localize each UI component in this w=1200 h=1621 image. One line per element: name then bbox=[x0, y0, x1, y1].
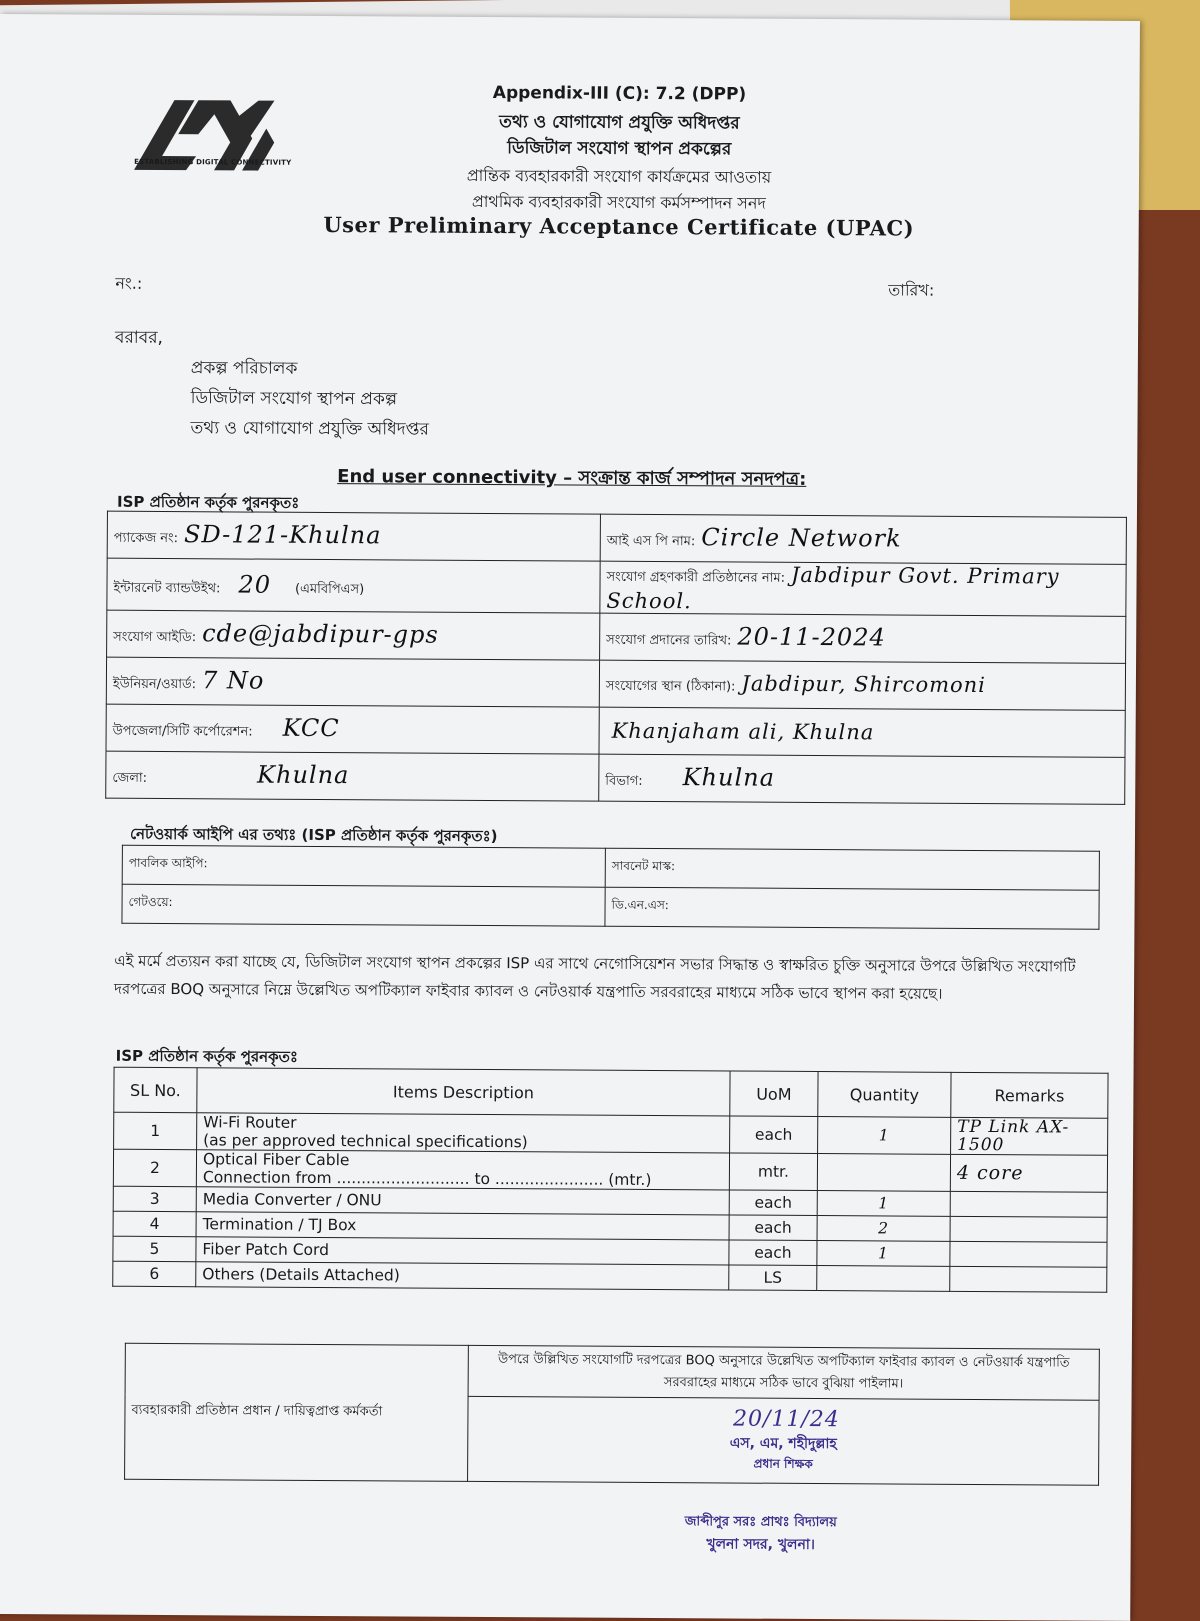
header-cert-bn: প্রাথমিক ব্যবহারকারী সংযোগ কর্মসম্পাদন সনদ bbox=[471, 191, 766, 213]
dns-cell: ডি.এন.এস: bbox=[605, 887, 1099, 929]
bandwidth-cell: ইন্টারনেট ব্যান্ডউইথ: 20 (এমবিপিএস) bbox=[107, 558, 600, 613]
division-value: Khulna bbox=[682, 763, 776, 792]
document-title: User Preliminary Acceptance Certificate (UPAC) bbox=[323, 211, 915, 241]
district-value: Khulna bbox=[257, 760, 350, 790]
header-program: প্রান্তিক ব্যবহারকারী সংযোগ কার্যক্রমের আওতায় bbox=[466, 165, 772, 187]
header-dept: তথ্য ও যোগাযোগ প্রযুক্তি অধিদপ্তর bbox=[499, 112, 740, 134]
table-row: 4 Termination / TJ Box each 2 bbox=[113, 1211, 1107, 1242]
col-remarks: Remarks bbox=[951, 1072, 1108, 1118]
connection-date-value: 20-11-2024 bbox=[737, 622, 886, 652]
col-description: Items Description bbox=[197, 1068, 730, 1116]
appendix-ref: Appendix-III (C): 7.2 (DPP) bbox=[492, 83, 747, 105]
district-cell: জেলা: Khulna bbox=[106, 751, 599, 801]
col-quantity: Quantity bbox=[818, 1072, 951, 1118]
col-sl: SL No. bbox=[114, 1067, 197, 1113]
logo-tagline: ESTABLISHING DIGITAL CONNECTIVITY bbox=[134, 157, 292, 167]
isp-name-cell: আই এস পি নাম: Circle Network bbox=[600, 514, 1126, 564]
upazila-cell: উপজেলা/সিটি কর্পোরেশন: KCC bbox=[106, 704, 599, 754]
table-row: 2 Optical Fiber Cable Connection from ........................... to ...................... (mtr.) mtr. 4 core bbox=[113, 1149, 1107, 1192]
edc-logo-icon bbox=[134, 90, 275, 183]
items-header-row bbox=[114, 1067, 1108, 1118]
addressee-line: প্রকল্প পরিচালক bbox=[190, 358, 298, 379]
table-row: 6 Others (Details Attached) LS bbox=[113, 1261, 1107, 1292]
upazila-value: KCC bbox=[282, 713, 340, 743]
ref-no-label: নং.: bbox=[115, 273, 143, 293]
certificate-page bbox=[0, 14, 1140, 1621]
location-value-line2: Khanjaham ali, Khulna bbox=[611, 718, 875, 745]
isp-filled-label: ISP প্রতিষ্ঠান কর্তৃক পুরনকৃতঃ bbox=[116, 492, 300, 512]
connection-date-cell: সংযোগ প্রদানের তারিখ: 20-11-2024 bbox=[600, 613, 1126, 663]
recipient-cell: সংযোগ গ্রহণকারী প্রতিষ্ঠানের নাম: Jabdipur Govt. Primary School. bbox=[600, 561, 1126, 616]
union-value: 7 No bbox=[201, 666, 265, 695]
subnet-cell: সাবনেট মাস্ক: bbox=[605, 848, 1099, 890]
connection-id-value: cde@jabdipur-gps bbox=[202, 619, 439, 649]
header-project: ডিজিটাল সংযোগ স্থাপন প্রকল্পের bbox=[507, 138, 732, 160]
addressee-to: বরাবর, bbox=[114, 327, 164, 349]
col-uom: UoM bbox=[730, 1071, 818, 1117]
division-cell: বিভাগ: Khulna bbox=[599, 754, 1125, 804]
section-title: End user connectivity – সংক্রান্ত কার্জ সম্পাদন সনদপত্র: bbox=[337, 466, 807, 490]
public-ip-cell: পাবলিক আইপি: bbox=[122, 845, 605, 887]
stamp-name: এস, এম, শহীদুল্লাহ bbox=[729, 1434, 837, 1452]
recipient-value: Jabdipur Govt. Primary School. bbox=[606, 562, 1060, 614]
union-cell: ইউনিয়ন/ওয়ার্ড: 7 No bbox=[106, 657, 599, 707]
receipt-statement: উপরে উল্লিখিত সংযোগটি দরপত্রের BOQ অনুসারে উল্লেখিত অপটিক্যাল ফাইবার ক্যাবল ও নেটওয়ার্ক যন্ত্রপাতি সরবরাহের মাধ্যমে সঠিক ভাবে বুঝিয়া পাইলাম। bbox=[468, 1345, 1099, 1400]
isp-filled-label-2: ISP প্রতিষ্ঠান কর্তৃক পুরনকৃতঃ bbox=[115, 1046, 298, 1066]
network-section-title: নেটওয়ার্ক আইপি এর তথ্যঃ (ISP প্রতিষ্ঠান কর্তৃক পুরনকৃতঃ) bbox=[129, 824, 498, 846]
location-cell: সংযোগের স্থান (ঠিকানা): Jabdipur, Shircomoni bbox=[599, 660, 1125, 710]
items-table bbox=[112, 1067, 1108, 1293]
package-cell: প্যাকেজ নং: SD-121-Khulna bbox=[107, 511, 600, 561]
stamp-place: খুলনা সদর, খুলনা। bbox=[706, 1536, 815, 1554]
location-value: Jabdipur, Shircomoni bbox=[741, 671, 987, 697]
date-label: তারিখ: bbox=[888, 280, 935, 300]
signatory-role: ব্যবহারকারী প্রতিষ্ঠান প্রধান / দায়িত্বপ্রাপ্ত কর্মকর্তা bbox=[125, 1343, 469, 1481]
table-row: 1 Wi-Fi Router (as per approved technical specifications) each 1 TP Link AX-1500 bbox=[114, 1112, 1108, 1155]
connection-id-cell: সংযোগ আইডি: cde@jabdipur-gps bbox=[107, 610, 600, 660]
addressee-line: ডিজিটাল সংযোগ স্থাপন প্রকল্প bbox=[190, 388, 398, 410]
gateway-cell: গেটওয়ে: bbox=[122, 884, 605, 926]
handwritten-signature: 20/11/24 bbox=[732, 1406, 840, 1432]
network-ip-table bbox=[121, 845, 1099, 930]
stamp-title: প্রধান শিক্ষক bbox=[753, 1456, 813, 1471]
package-value: SD-121-Khulna bbox=[183, 520, 382, 550]
location-cont-cell bbox=[599, 707, 1125, 757]
bandwidth-value: 20 bbox=[238, 569, 272, 599]
table-row: 3 Media Converter / ONU each 1 bbox=[113, 1186, 1107, 1217]
signature-cell bbox=[468, 1396, 1100, 1485]
connection-info-table bbox=[105, 511, 1127, 805]
stamp-school: জাব্দীপুর সরঃ প্রাথঃ বিদ্যালয় bbox=[684, 1514, 837, 1531]
signature-table bbox=[124, 1343, 1100, 1486]
certification-paragraph: এই মর্মে প্রত্যয়ন করা যাচ্ছে যে, ডিজিটাল সংযোগ স্থাপন প্রকল্পের ISP এর সাথে নেগোসিয়েশন সভার সিদ্ধান্ত ও স্বাক্ষরিত চুক্তি অনুসারে উপরে উল্লিখিত সংযোগটি দরপত্রের BOQ অনুসারে নিম্নে উল্লেখিত অপটিক্যাল ফাইবার ক্যাবল ও নেটওয়ার্ক যন্ত্রপাতি সরবরাহের মাধ্যমে সঠিক ভাবে স্থাপন করা হয়েছে। bbox=[113, 951, 1076, 1003]
table-row: 5 Fiber Patch Cord each 1 bbox=[113, 1236, 1107, 1267]
addressee-line: তথ্য ও যোগাযোগ প্রযুক্তি অধিদপ্তর bbox=[190, 418, 429, 440]
isp-name-value: Circle Network bbox=[701, 523, 902, 553]
